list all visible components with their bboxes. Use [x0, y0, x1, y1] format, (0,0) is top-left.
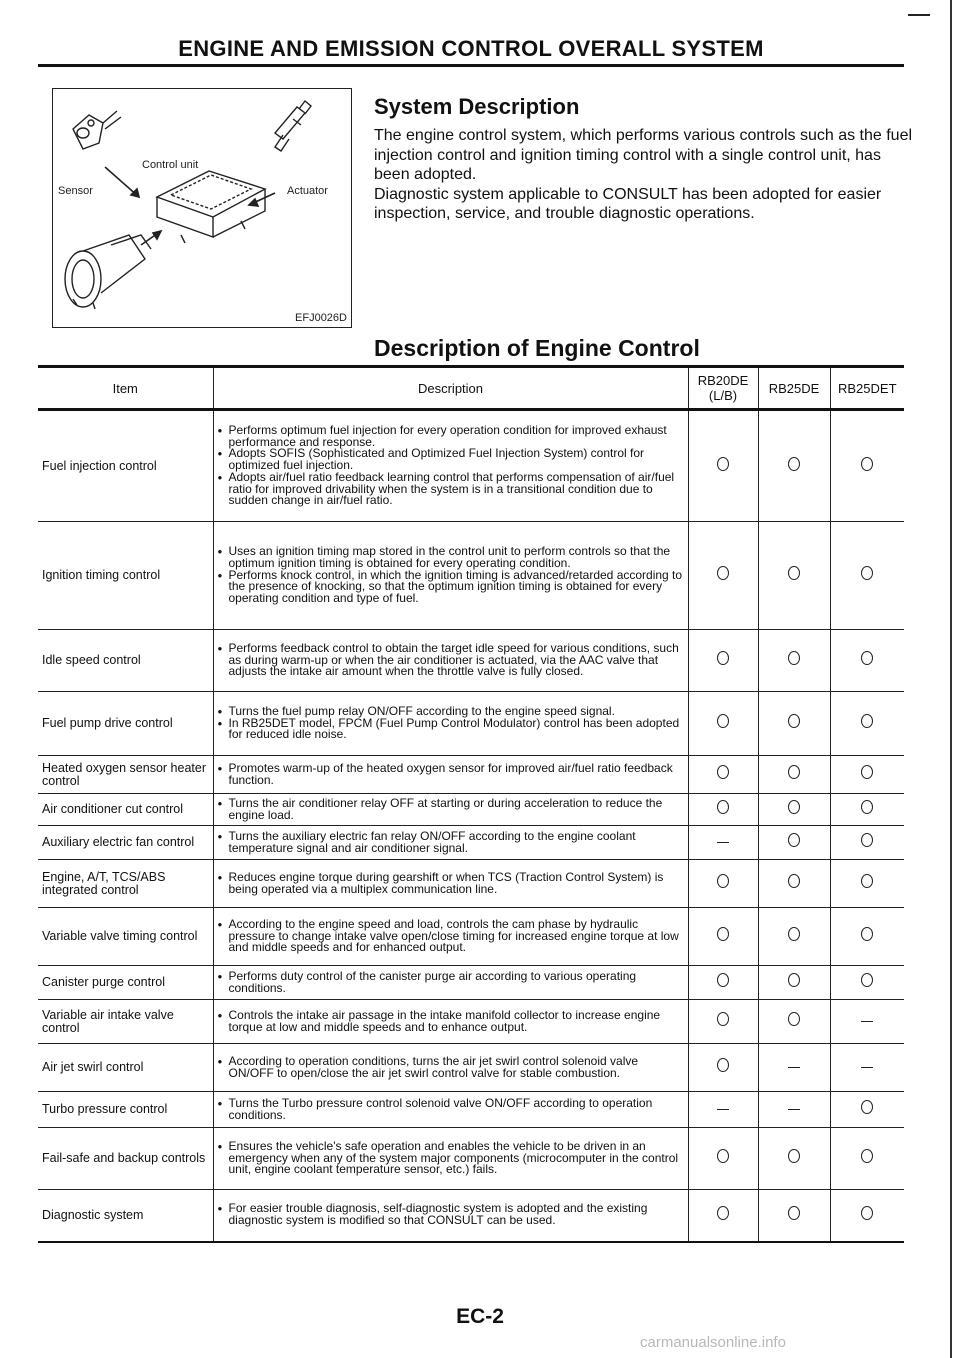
row-item: Auxiliary electric fan control	[38, 826, 213, 860]
applicability-rb25de	[758, 692, 830, 756]
applicability-rb25de	[758, 1128, 830, 1190]
applicability-rb25det	[830, 966, 904, 1000]
applicability-rb25de	[758, 630, 830, 692]
row-description	[213, 860, 688, 908]
description-bullet: ● According to operation conditions, turns the air jet swirl control solenoid valve ON/OFF to open/close the air jet swirl control valve for stable combustion.	[218, 1056, 684, 1080]
row-description	[213, 1190, 688, 1242]
applicable-circle-icon	[788, 651, 800, 665]
not-applicable-dash-icon	[788, 1109, 800, 1110]
description-bullet: ● Adopts air/fuel ratio feedback learning control that performs compensation of air/fuel ratio for improved drivability when the system is in a transitional condition due to sudden change in air/fuel ratio.	[218, 472, 684, 507]
row-description	[213, 794, 688, 826]
applicable-circle-icon	[861, 927, 873, 941]
applicability-rb25det	[830, 522, 904, 630]
row-item: Fuel injection control	[38, 410, 213, 522]
applicability-rb20de	[688, 826, 758, 860]
applicability-rb20de	[688, 1092, 758, 1128]
corner-mark	[908, 14, 930, 16]
applicable-circle-icon	[861, 1100, 873, 1114]
row-item: Ignition timing control	[38, 522, 213, 630]
applicability-rb20de	[688, 1044, 758, 1092]
table-row	[38, 1128, 904, 1190]
applicability-rb25de	[758, 908, 830, 966]
row-item: Engine, A/T, TCS/ABS integrated control	[38, 860, 213, 908]
table-row	[38, 908, 904, 966]
description-bullet: ● Performs feedback control to obtain the target idle speed for various conditions, such as during warm-up or when the air conditioner is actuated, via the AAC valve that adjusts the intake air amount when the throttle valve is fully closed.	[218, 643, 684, 678]
applicability-rb25det	[830, 630, 904, 692]
row-item: Air conditioner cut control	[38, 794, 213, 826]
applicable-circle-icon	[788, 714, 800, 728]
figure-code: EFJ0026D	[295, 312, 347, 324]
applicable-circle-icon	[717, 1149, 729, 1163]
applicable-circle-icon	[717, 874, 729, 888]
description-bullet: ● Reduces engine torque during gearshift or when TCS (Traction Control System) is being operated via a multiplex communication line.	[218, 872, 684, 896]
row-item: Variable valve timing control	[38, 908, 213, 966]
applicable-circle-icon	[717, 927, 729, 941]
row-item: Heated oxygen sensor heater control	[38, 756, 213, 794]
applicability-rb25de	[758, 1190, 830, 1242]
applicability-rb25det	[830, 1092, 904, 1128]
system-description-paragraph: Diagnostic system applicable to CONSULT has been adopted for easier inspection, service, and trouble diagnostic operations.	[374, 185, 882, 222]
applicability-rb20de	[688, 1128, 758, 1190]
row-item: Fail-safe and backup controls	[38, 1128, 213, 1190]
header-rule	[38, 64, 904, 67]
header-rb25de: RB25DE	[758, 367, 830, 410]
description-bullet: ● Controls the intake air passage in the intake manifold collector to increase engine torque at low and middle speeds and to enhance output.	[218, 1010, 684, 1034]
table-row	[38, 756, 904, 794]
table-row	[38, 794, 904, 826]
applicable-circle-icon	[861, 1149, 873, 1163]
applicable-circle-icon	[861, 651, 873, 665]
applicability-rb20de	[688, 908, 758, 966]
applicability-rb20de	[688, 1190, 758, 1242]
applicability-rb25det	[830, 794, 904, 826]
air-flow-meter-illustration	[65, 235, 151, 309]
applicability-rb25de	[758, 1092, 830, 1128]
engine-control-table	[38, 365, 904, 1243]
page-header: ENGINE AND EMISSION CONTROL OVERALL SYSTEM	[178, 36, 764, 61]
applicability-rb25de	[758, 860, 830, 908]
applicable-circle-icon	[861, 566, 873, 580]
not-applicable-dash-icon	[717, 1109, 729, 1110]
table-row	[38, 410, 904, 522]
sensor-illustration	[73, 111, 121, 149]
applicable-circle-icon	[788, 874, 800, 888]
applicability-rb25de	[758, 410, 830, 522]
row-description	[213, 1128, 688, 1190]
applicable-circle-icon	[717, 1012, 729, 1026]
applicability-rb25det	[830, 1190, 904, 1242]
page-edge-line	[950, 0, 952, 1358]
description-bullet: ● According to the engine speed and load, controls the cam phase by hydraulic pressure to change intake valve open/close timing for increased engine torque at low and middle speeds and for enhanced output.	[218, 919, 684, 954]
header-description: Description	[213, 367, 688, 410]
applicability-rb25det	[830, 692, 904, 756]
row-item: Turbo pressure control	[38, 1092, 213, 1128]
description-bullet: ● Turns the Turbo pressure control solenoid valve ON/OFF according to operation conditions.	[218, 1098, 684, 1122]
applicable-circle-icon	[788, 800, 800, 814]
row-description	[213, 908, 688, 966]
not-applicable-dash-icon	[861, 1067, 873, 1068]
system-figure	[52, 88, 352, 328]
actuator-label: Actuator	[287, 185, 328, 197]
description-bullet: ● Performs duty control of the canister purge air according to various operating conditions.	[218, 971, 684, 995]
applicable-circle-icon	[717, 1206, 729, 1220]
control-unit-label: Control unit	[142, 159, 199, 171]
applicability-rb20de	[688, 756, 758, 794]
table-header-row	[38, 367, 904, 410]
row-description	[213, 522, 688, 630]
table-row	[38, 692, 904, 756]
system-description-paragraph: The engine control system, which performs various controls such as the fuel injection control and ignition timing control with a single control unit, has been adopted.	[374, 127, 913, 183]
applicable-circle-icon	[717, 800, 729, 814]
table-body	[38, 410, 904, 1242]
applicability-rb25de	[758, 826, 830, 860]
description-bullet: ● Turns the auxiliary electric fan relay ON/OFF according to the engine coolant temperature signal and air conditioner signal.	[218, 831, 684, 855]
applicable-circle-icon	[861, 973, 873, 987]
applicability-rb20de	[688, 410, 758, 522]
applicable-circle-icon	[717, 765, 729, 779]
applicability-rb20de	[688, 630, 758, 692]
row-description	[213, 410, 688, 522]
applicable-circle-icon	[717, 714, 729, 728]
description-bullet: ● Uses an ignition timing map stored in the control unit to perform controls so that the optimum ignition timing is obtained for every operating condition.	[218, 546, 684, 570]
applicable-circle-icon	[788, 1206, 800, 1220]
applicability-rb25de	[758, 756, 830, 794]
applicability-rb20de	[688, 692, 758, 756]
row-description	[213, 1092, 688, 1128]
table-row	[38, 1092, 904, 1128]
row-item: Canister purge control	[38, 966, 213, 1000]
row-item: Idle speed control	[38, 630, 213, 692]
applicability-rb25det	[830, 410, 904, 522]
control-unit-illustration	[157, 171, 265, 243]
applicable-circle-icon	[788, 973, 800, 987]
description-bullet: ● For easier trouble diagnosis, self-diagnostic system is adopted and the existing diagnostic system is modified so that CONSULT can be used.	[218, 1203, 684, 1227]
applicable-circle-icon	[717, 651, 729, 665]
applicable-circle-icon	[788, 927, 800, 941]
applicability-rb25det	[830, 1044, 904, 1092]
description-bullet: ● Performs optimum fuel injection for every operation condition for improved exhaust performance and response.	[218, 425, 684, 449]
applicable-circle-icon	[788, 765, 800, 779]
applicable-circle-icon	[861, 714, 873, 728]
applicable-circle-icon	[861, 874, 873, 888]
system-description-title: System Description	[374, 94, 580, 119]
applicability-rb25det	[830, 908, 904, 966]
applicability-rb25de	[758, 522, 830, 630]
table-row	[38, 1044, 904, 1092]
table-row	[38, 522, 904, 630]
actuator-illustration	[275, 101, 311, 151]
description-bullet: ● Promotes warm-up of the heated oxygen sensor for improved air/fuel ratio feedback function.	[218, 763, 684, 787]
applicability-rb20de	[688, 1000, 758, 1044]
table-row	[38, 966, 904, 1000]
not-applicable-dash-icon	[861, 1021, 873, 1022]
row-description	[213, 692, 688, 756]
applicable-circle-icon	[788, 457, 800, 471]
applicability-rb25det	[830, 826, 904, 860]
row-description	[213, 1044, 688, 1092]
applicable-circle-icon	[788, 1012, 800, 1026]
applicable-circle-icon	[788, 833, 800, 847]
applicability-rb25det	[830, 1000, 904, 1044]
applicable-circle-icon	[717, 566, 729, 580]
row-item: Variable air intake valve control	[38, 1000, 213, 1044]
applicability-rb20de	[688, 522, 758, 630]
row-description	[213, 826, 688, 860]
applicable-circle-icon	[861, 833, 873, 847]
row-description	[213, 1000, 688, 1044]
applicable-circle-icon	[788, 1149, 800, 1163]
applicable-circle-icon	[717, 973, 729, 987]
not-applicable-dash-icon	[717, 842, 729, 843]
table-row	[38, 860, 904, 908]
table-row	[38, 826, 904, 860]
system-illustration	[53, 89, 353, 329]
applicability-rb25de	[758, 966, 830, 1000]
applicable-circle-icon	[861, 800, 873, 814]
applicable-circle-icon	[861, 765, 873, 779]
row-item: Fuel pump drive control	[38, 692, 213, 756]
description-bullet: ● Turns the air conditioner relay OFF at starting or during acceleration to reduce the engine load.	[218, 798, 684, 822]
description-bullet: ● Performs knock control, in which the ignition timing is advanced/retarded according to the presence of knocking, so that the optimum ignition timing is obtained for every operating condition and type of fuel.	[218, 570, 684, 605]
table-row	[38, 630, 904, 692]
applicable-circle-icon	[717, 457, 729, 471]
row-item: Diagnostic system	[38, 1190, 213, 1242]
applicability-rb25det	[830, 860, 904, 908]
applicable-circle-icon	[717, 1058, 729, 1072]
applicability-rb25de	[758, 1000, 830, 1044]
watermark: carmanualsonline.info	[640, 1334, 786, 1351]
applicability-rb25det	[830, 1128, 904, 1190]
row-description	[213, 756, 688, 794]
description-bullet: ● Ensures the vehicle's safe operation and enables the vehicle to be driven in an emergency when any of the system major components (microcomputer in the control unit, engine coolant temperature sensor, etc.) fails.	[218, 1141, 684, 1176]
system-description-text	[374, 126, 914, 224]
applicable-circle-icon	[788, 566, 800, 580]
header-item: Item	[38, 367, 213, 410]
table-row	[38, 1190, 904, 1242]
applicable-circle-icon	[861, 1206, 873, 1220]
header-rb25det: RB25DET	[830, 367, 904, 410]
row-item: Air jet swirl control	[38, 1044, 213, 1092]
page-number: EC-2	[456, 1305, 504, 1328]
connection-arrows	[105, 167, 275, 245]
description-bullet: ● Adopts SOFIS (Sophisticated and Optimized Fuel Injection System) control for optimized fuel injection.	[218, 448, 684, 472]
description-bullet: ● In RB25DET model, FPCM (Fuel Pump Control Modulator) control has been adopted for reduced idle noise.	[218, 718, 684, 742]
not-applicable-dash-icon	[788, 1067, 800, 1068]
applicability-rb20de	[688, 966, 758, 1000]
applicability-rb20de	[688, 860, 758, 908]
row-description	[213, 630, 688, 692]
header-rb20de: RB20DE (L/B)	[688, 367, 758, 410]
applicability-rb25de	[758, 794, 830, 826]
row-description	[213, 966, 688, 1000]
sensor-label: Sensor	[58, 185, 93, 197]
description-bullet: ● Turns the fuel pump relay ON/OFF according to the engine speed signal.	[218, 706, 684, 718]
table-row	[38, 1000, 904, 1044]
applicability-rb20de	[688, 794, 758, 826]
applicability-rb25de	[758, 1044, 830, 1092]
engine-control-title: Description of Engine Control	[374, 335, 700, 361]
applicability-rb25det	[830, 756, 904, 794]
applicable-circle-icon	[861, 457, 873, 471]
